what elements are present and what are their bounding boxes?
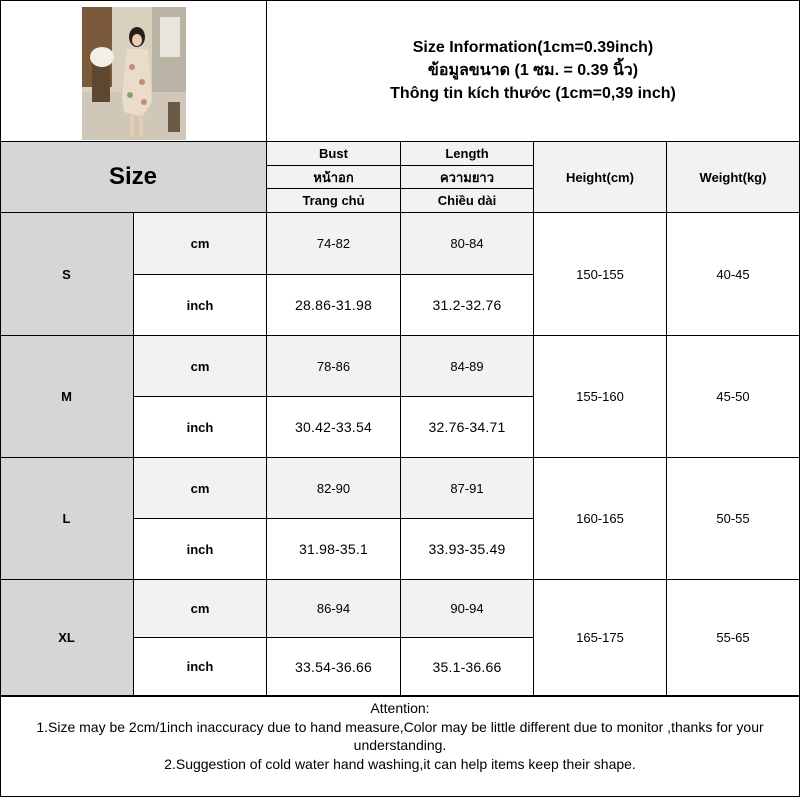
height-value: 155-160 [534,336,667,458]
height-column-header: Height(cm) [534,142,667,213]
bust-inch-value: 30.42-33.54 [267,397,401,458]
bust-cm-value: 74-82 [267,213,401,275]
unit-inch-label: inch [134,397,267,458]
unit-inch-label: inch [134,638,267,696]
length-inch-value: 31.2-32.76 [401,275,534,336]
unit-inch-label: inch [134,519,267,580]
length-header-thai: ความยาว [401,166,534,189]
bust-inch-value: 31.98-35.1 [267,519,401,580]
length-inch-value: 32.76-34.71 [401,397,534,458]
height-value: 160-165 [534,458,667,580]
length-header-english: Length [401,142,534,166]
size-label: L [0,458,134,580]
title-vietnamese: Thông tin kích thước (1cm=0,39 inch) [390,85,676,102]
unit-cm-label: cm [134,213,267,275]
length-cm-value: 87-91 [401,458,534,519]
product-photo [82,7,186,140]
weight-value: 55-65 [667,580,800,696]
size-column-header: Size [0,142,267,213]
product-photo-illustration [82,7,186,140]
unit-inch-label: inch [134,275,267,336]
length-inch-value: 33.93-35.49 [401,519,534,580]
length-cm-value: 84-89 [401,336,534,397]
bust-inch-value: 28.86-31.98 [267,275,401,336]
bust-cm-value: 78-86 [267,336,401,397]
unit-cm-label: cm [134,458,267,519]
attention-note-1-continued: understanding. [353,737,447,753]
bust-header-english: Bust [267,142,401,166]
height-value: 150-155 [534,213,667,336]
bust-inch-value: 33.54-36.66 [267,638,401,696]
unit-cm-label: cm [134,336,267,397]
attention-notes [0,696,800,800]
length-cm-value: 90-94 [401,580,534,638]
attention-note-2: 2.Suggestion of cold water hand washing,it can help items keep their shape. [164,755,636,772]
length-inch-value: 35.1-36.66 [401,638,534,696]
bust-header-vietnamese: Trang chủ [267,189,401,213]
bust-cm-value: 86-94 [267,580,401,638]
size-label: S [0,213,134,336]
height-value: 165-175 [534,580,667,696]
bust-header-thai: หน้าอก [267,166,401,189]
title-thai: ข้อมูลขนาด (1 ซม. = 0.39 นิ้ว) [427,62,639,79]
length-header-vietnamese: Chiều dài [401,189,534,213]
size-label: XL [0,580,134,696]
attention-note-1: 1.Size may be 2cm/1inch inaccuracy due to hand measure,Color may be little different due to monitor ,thanks for your [36,718,764,735]
size-label: M [0,336,134,458]
weight-value: 50-55 [667,458,800,580]
bust-cm-value: 82-90 [267,458,401,519]
weight-value: 45-50 [667,336,800,458]
unit-cm-label: cm [134,580,267,638]
length-cm-value: 80-84 [401,213,534,275]
weight-value: 40-45 [667,213,800,336]
size-information-title [267,0,800,142]
attention-title: Attention: [370,700,430,716]
weight-column-header: Weight(kg) [667,142,800,213]
title-english: Size Information(1cm=0.39inch) [412,39,654,56]
